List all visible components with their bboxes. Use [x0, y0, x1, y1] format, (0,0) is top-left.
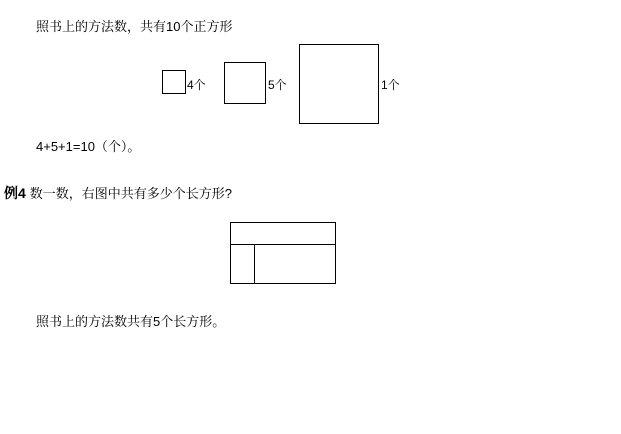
square-large-label: 1个: [381, 78, 400, 92]
square-medium-label: 5个: [268, 78, 287, 92]
equation-text: 4+5+1=10（个）。: [36, 139, 141, 154]
rectangle-figure-vertical-divider: [254, 244, 255, 284]
example-heading: [4, 184, 232, 203]
answer-text: 照书上的方法数共有5个长方形。: [36, 314, 226, 329]
rectangle-figure-outline: [230, 222, 336, 284]
square-large: [299, 44, 379, 124]
intro-text: 照书上的方法数，共有10个正方形: [36, 19, 233, 34]
example-number: 例4: [4, 185, 26, 201]
square-small: [162, 70, 186, 94]
square-medium: [224, 62, 266, 104]
rectangle-figure-horizontal-divider: [230, 244, 336, 245]
square-small-label: 4个: [187, 78, 206, 92]
example-question: 数一数，右图中共有多少个长方形?: [29, 186, 233, 201]
